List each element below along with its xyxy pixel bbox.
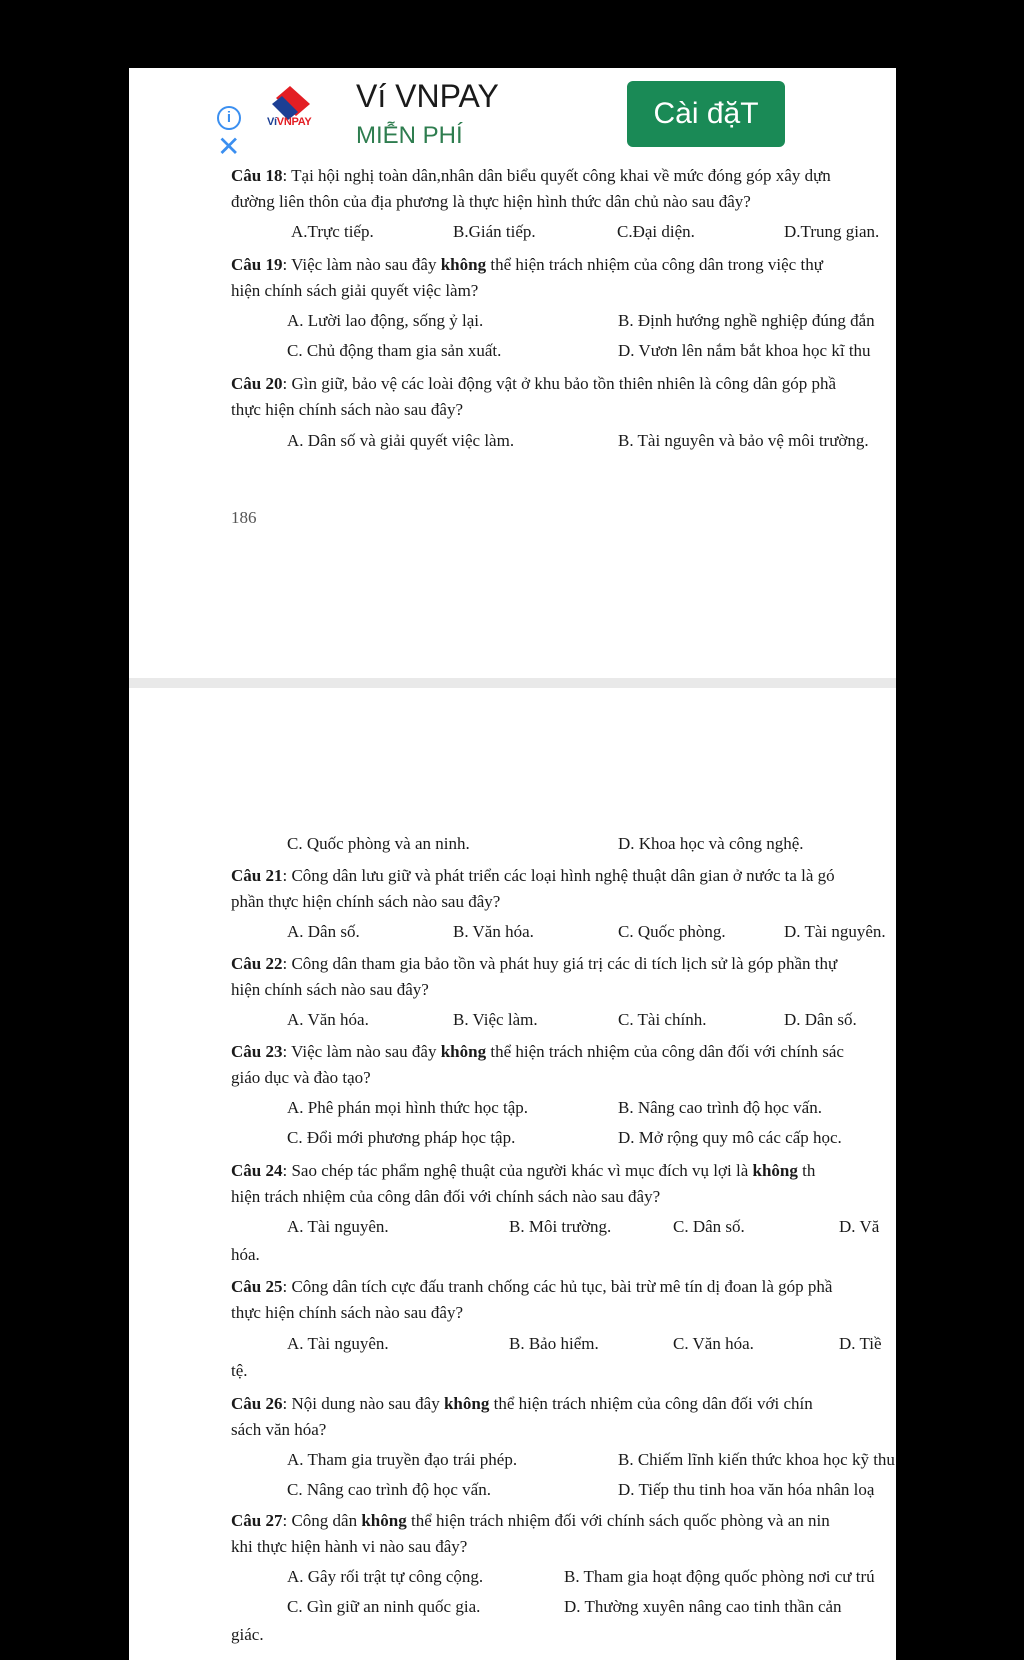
q18-option-c: C.Đại diện. xyxy=(617,222,695,241)
q24-option-d: D. Vă xyxy=(839,1217,880,1236)
logo-text-vnpay: VNPAY xyxy=(276,116,312,128)
q24-option-a: A. Tài nguyên. xyxy=(287,1217,389,1236)
question-23-line-1 xyxy=(231,1041,844,1063)
q26-text-1b: thể hiện trách nhiệm của công dân đối với chín xyxy=(489,1394,813,1413)
q22-text-2: hiện chính sách nào sau đây? xyxy=(231,980,429,999)
q22-text-1: : Công dân tham gia bảo tồn và phát huy giá trị các di tích lịch sử là góp phần thự xyxy=(282,954,838,973)
q25-text-1: : Công dân tích cực đấu tranh chống các hủ tục, bài trừ mê tín dị đoan là góp phầ xyxy=(282,1277,833,1296)
q22-option-c: C. Tài chính. xyxy=(618,1010,707,1029)
q18-option-b: B.Gián tiếp. xyxy=(453,222,536,241)
q27-option-c: C. Gìn giữ an ninh quốc gia. xyxy=(287,1597,481,1616)
question-26-line-1 xyxy=(231,1393,813,1415)
q18-option-d: D.Trung gian. xyxy=(784,222,880,241)
q21-label: Câu 21 xyxy=(231,866,283,885)
q27-option-d: D. Thường xuyên nâng cao tinh thần cản xyxy=(564,1597,842,1616)
q25-text-2: thực hiện chính sách nào sau đây? xyxy=(231,1303,464,1322)
q25-option-d: D. Tiề xyxy=(839,1334,882,1353)
q27-option-a: A. Gây rối trật tự công cộng. xyxy=(287,1567,484,1586)
q27-label: Câu 27 xyxy=(231,1511,283,1530)
q24-option-b: B. Môi trường. xyxy=(509,1217,612,1236)
q23-option-b: B. Nâng cao trình độ học vấn. xyxy=(618,1098,822,1117)
q27-wrap: giác. xyxy=(231,1625,264,1644)
q20-text-1: : Gìn giữ, bảo vệ các loài động vật ở khu bảo tồn thiên nhiên là công dân góp phầ xyxy=(282,374,837,393)
q21-option-d: D. Tài nguyên. xyxy=(784,922,886,941)
q23-option-a: A. Phê phán mọi hình thức học tập. xyxy=(287,1098,529,1117)
q20-option-d: D. Khoa học và công nghệ. xyxy=(618,834,804,853)
q19-text-1a: : Việc làm nào sau đây xyxy=(282,255,441,274)
q19-bold: không xyxy=(440,255,487,274)
q21-text-2: phần thực hiện chính sách nào sau đây? xyxy=(231,892,501,911)
info-icon[interactable]: i xyxy=(217,106,241,130)
q24-text-1a: : Sao chép tác phẩm nghệ thuật của người khác vì mục đích vụ lợi là xyxy=(282,1161,753,1180)
q21-text-1: : Công dân lưu giữ và phát triển các loại hình nghệ thuật dân gian ở nước ta là gó xyxy=(282,866,835,885)
q24-wrap: hóa. xyxy=(231,1245,260,1264)
q25-option-c: C. Văn hóa. xyxy=(673,1334,754,1353)
q26-bold: không xyxy=(443,1394,490,1413)
q21-option-a: A. Dân số. xyxy=(287,922,360,941)
question-27-line-1 xyxy=(231,1510,830,1532)
q25-option-b: B. Bảo hiểm. xyxy=(509,1334,599,1353)
q23-label: Câu 23 xyxy=(231,1042,283,1061)
logo-text xyxy=(267,116,311,128)
q19-option-d: D. Vươn lên nắm bắt khoa học kĩ thu xyxy=(618,341,871,360)
q18-text-2: đường liên thôn của địa phương là thực hiện hình thức dân chủ nào sau đây? xyxy=(231,192,751,211)
q24-text-2: hiện trách nhiệm của công dân đối với chính sách nào sau đây? xyxy=(231,1187,661,1206)
q18-option-a: A.Trực tiếp. xyxy=(291,222,374,241)
question-25-line-1 xyxy=(231,1276,832,1298)
question-19-line-1 xyxy=(231,254,823,276)
document-page-1 xyxy=(129,68,896,678)
question-18-line-1 xyxy=(231,165,831,187)
q18-text-1: : Tại hội nghị toàn dân,nhân dân biểu quyết công khai về mức đóng góp xây dựn xyxy=(282,166,831,185)
q26-option-d: D. Tiếp thu tinh hoa văn hóa nhân loạ xyxy=(618,1480,875,1499)
q24-label: Câu 24 xyxy=(231,1161,283,1180)
q24-bold: không xyxy=(752,1161,798,1180)
logo-text-vi: Ví xyxy=(267,116,277,128)
q26-option-a: A. Tham gia truyền đạo trái phép. xyxy=(287,1450,518,1469)
page-gap xyxy=(129,678,896,688)
q20-option-c: C. Quốc phòng và an ninh. xyxy=(287,834,470,853)
q20-option-b: B. Tài nguyên và bảo vệ môi trường. xyxy=(618,431,869,450)
question-20-line-1 xyxy=(231,373,836,395)
ad-subtitle: MIỄN PHÍ xyxy=(356,122,463,149)
q19-option-c: C. Chủ động tham gia sản xuất. xyxy=(287,341,502,360)
q22-label: Câu 22 xyxy=(231,954,283,973)
q26-text-2: sách văn hóa? xyxy=(231,1420,327,1439)
q23-text-1b: thể hiện trách nhiệm của công dân đối với chính sác xyxy=(486,1042,844,1061)
q19-text-1b: thể hiện trách nhiệm của công dân trong việc thự xyxy=(486,255,823,274)
ad-banner[interactable] xyxy=(129,68,896,163)
close-icon[interactable]: ✕ xyxy=(217,130,241,163)
q21-option-b: B. Văn hóa. xyxy=(453,922,534,941)
q20-text-2: thực hiện chính sách nào sau đây? xyxy=(231,400,464,419)
q19-option-b: B. Định hướng nghề nghiệp đúng đắn xyxy=(618,311,875,330)
q26-label: Câu 26 xyxy=(231,1394,283,1413)
q27-text-1b: thể hiện trách nhiệm đối với chính sách quốc phòng và an nin xyxy=(406,1511,830,1530)
q27-text-2: khi thực hiện hành vi nào sau đây? xyxy=(231,1537,468,1556)
q26-option-c: C. Nâng cao trình độ học vấn. xyxy=(287,1480,491,1499)
q23-text-2: giáo dục và đào tạo? xyxy=(231,1068,371,1087)
q24-text-1b: th xyxy=(797,1161,816,1180)
q19-label: Câu 19 xyxy=(231,255,283,274)
q22-option-b: B. Việc làm. xyxy=(453,1010,538,1029)
q23-text-1a: : Việc làm nào sau đây xyxy=(282,1042,441,1061)
q22-option-a: A. Văn hóa. xyxy=(287,1010,369,1029)
q26-option-b: B. Chiếm lĩnh kiến thức khoa học kỹ thu xyxy=(618,1450,895,1469)
q19-option-a: A. Lười lao động, sống ỷ lại. xyxy=(287,311,484,330)
vnpay-logo xyxy=(258,82,322,146)
document-page-2 xyxy=(129,688,896,1660)
q21-option-c: C. Quốc phòng. xyxy=(618,922,726,941)
question-24-line-1 xyxy=(231,1160,815,1182)
q25-label: Câu 25 xyxy=(231,1277,283,1296)
q27-text-1a: : Công dân xyxy=(282,1511,362,1530)
install-button[interactable]: Cài đặT xyxy=(627,81,785,147)
question-22-line-1 xyxy=(231,953,837,975)
q25-option-a: A. Tài nguyên. xyxy=(287,1334,389,1353)
q25-wrap: tệ. xyxy=(231,1361,248,1380)
q26-text-1a: : Nội dung nào sau đây xyxy=(282,1394,444,1413)
q20-option-a: A. Dân số và giải quyết việc làm. xyxy=(287,431,515,450)
q22-option-d: D. Dân số. xyxy=(784,1010,857,1029)
q23-bold: không xyxy=(440,1042,487,1061)
q27-bold: không xyxy=(361,1511,407,1530)
q18-label: Câu 18 xyxy=(231,166,283,185)
q27-option-b: B. Tham gia hoạt động quốc phòng nơi cư trú xyxy=(564,1567,875,1586)
q24-option-c: C. Dân số. xyxy=(673,1217,745,1236)
q20-label: Câu 20 xyxy=(231,374,283,393)
question-21-line-1 xyxy=(231,865,835,887)
q23-option-c: C. Đổi mới phương pháp học tập. xyxy=(287,1128,516,1147)
q23-option-d: D. Mở rộng quy mô các cấp học. xyxy=(618,1128,842,1147)
q19-text-2: hiện chính sách giải quyết việc làm? xyxy=(231,281,479,300)
ad-title: Ví VNPAY xyxy=(356,78,499,114)
page-number: 186 xyxy=(231,508,257,527)
